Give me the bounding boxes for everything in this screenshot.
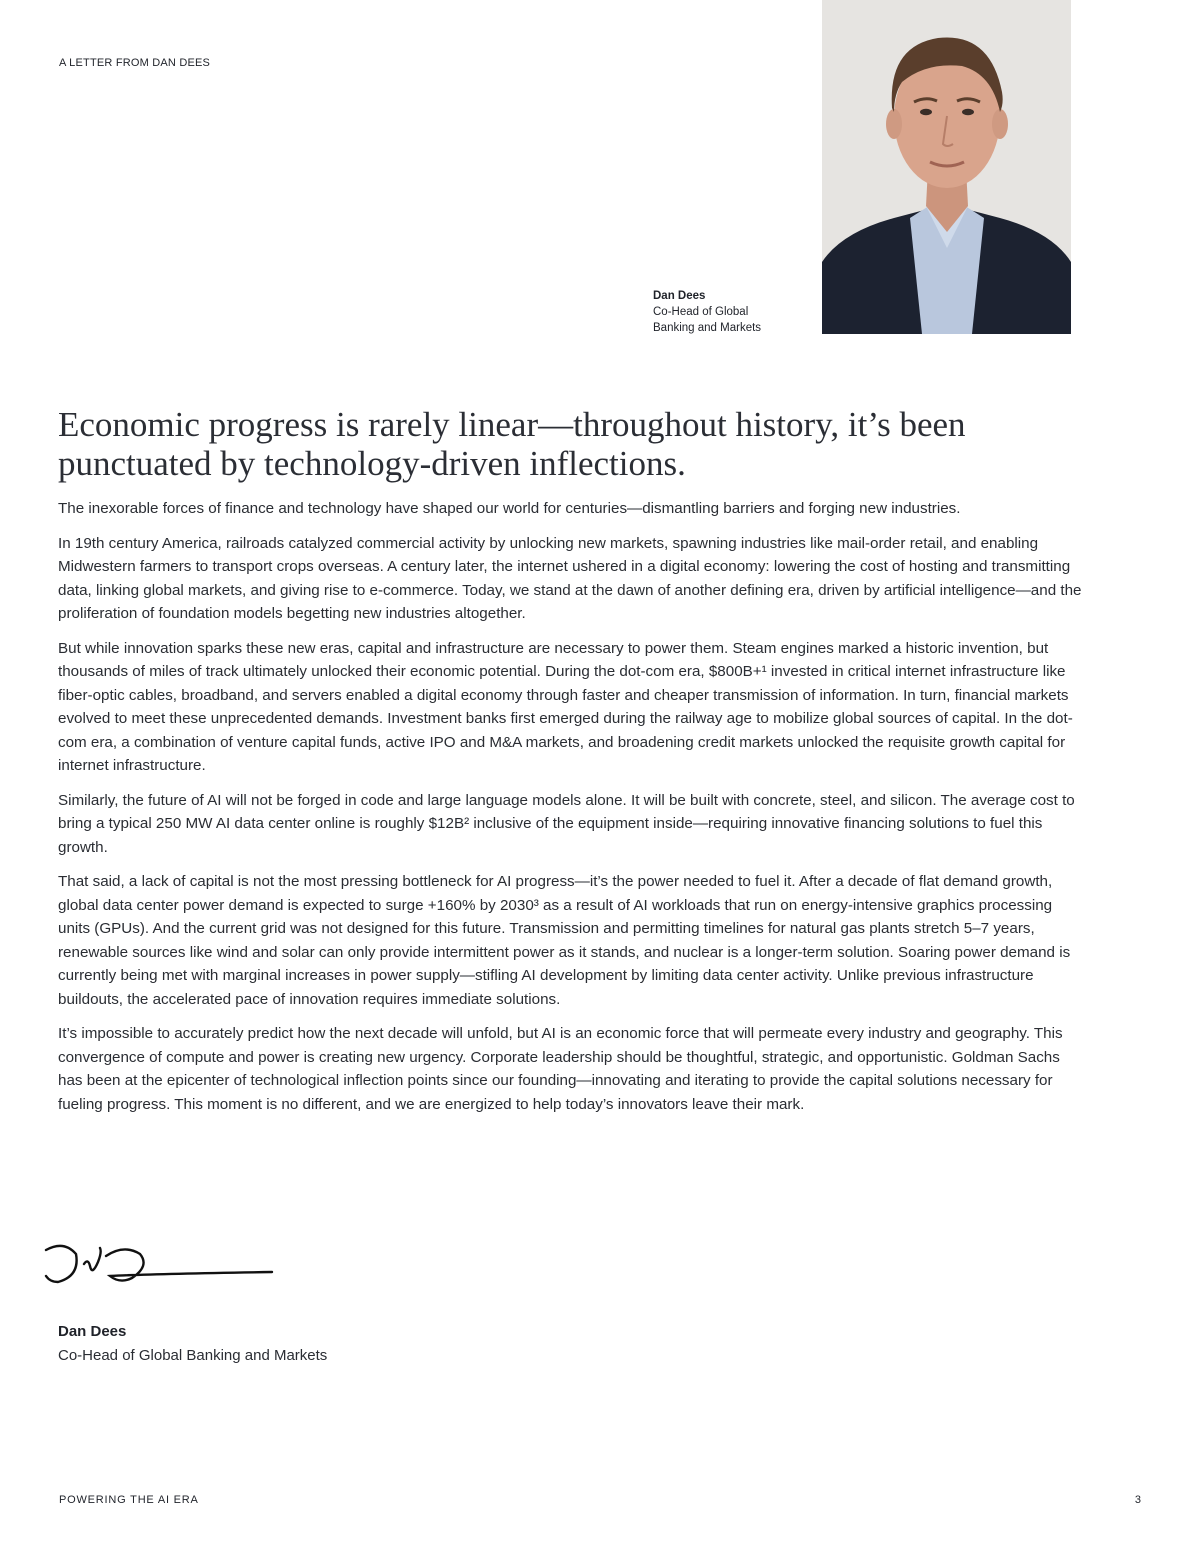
letter-kicker: A LETTER FROM DAN DEES	[59, 57, 211, 69]
author-portrait	[822, 0, 1071, 334]
paragraph: The inexorable forces of finance and technology have shaped our world for centuries—dismantling barriers and forging new industries.	[58, 500, 961, 517]
letter-headline: Economic progress is rarely linear—throughout history, it’s been punctuated by technology-driven inflections.	[58, 405, 966, 483]
paragraph: In 19th century America, railroads catalyzed commercial activity by unlocking new markets, spawning industries like mail-order retail, and enabling Midwestern farmers to transport crops overseas. A century later, the internet ushered in a digital economy: lowering the cost of hosting and transmitting data, linking global markets, and giving rise to e-commerce. Today, we stand at the dawn of another defining era, driven by artificial intelligence—and the proliferation of foundation models begetting new industries altogether.	[58, 534, 1082, 622]
portrait-illustration	[822, 0, 1071, 334]
letter-body	[58, 497, 1088, 1127]
caption-title-line1: Co-Head of Global	[653, 306, 749, 318]
signoff-title: Co-Head of Global Banking and Markets	[58, 1347, 328, 1364]
caption-title-line2: Banking and Markets	[653, 322, 762, 334]
signoff-name: Dan Dees	[58, 1323, 127, 1340]
portrait-caption	[653, 288, 813, 336]
paragraph: Similarly, the future of AI will not be forged in code and large language models alone. It will be built with concrete, steel, and silicon. The average cost to bring a typical 250 MW AI data center online is roughly $12B² inclusive of the equipment inside—requiring innovative financing solutions to fuel this growth.	[58, 791, 1075, 856]
handwritten-signature	[40, 1236, 280, 1296]
paragraph: But while innovation sparks these new eras, capital and infrastructure are necessary to power them. Steam engines marked a historic invention, but thousands of miles of track ultimately unlocked their economic potential. During the dot-com era, $800B+¹ invested in critical internet infrastructure like fiber-optic cables, broadband, and servers enabled a digital economy through faster and cheaper transmission of information. In turn, financial markets evolved to meet these unprecedented demands. Investment banks first emerged during the railway age to mobilize global sources of capital. In the dot-com era, a combination of venture capital funds, active IPO and M&A markets, and broadening credit markets unlocked the requisite growth capital for internet infrastructure.	[58, 639, 1073, 774]
page-number: 3	[1134, 1494, 1141, 1506]
footer-publication-title: POWERING THE AI ERA	[59, 1494, 199, 1506]
caption-name: Dan Dees	[653, 290, 706, 302]
paragraph: It’s impossible to accurately predict how the next decade will unfold, but AI is an economic force that will permeate every industry and geography. This convergence of compute and power is creating new urgency. Corporate leadership should be thoughtful, strategic, and opportunistic. Goldman Sachs has been at the epicenter of technological inflection points since our founding—innovating and iterating to provide the capital solutions necessary for fueling progress. This moment is no different, and we are energized to help today’s innovators leave their mark.	[58, 1025, 1063, 1113]
paragraph: That said, a lack of capital is not the most pressing bottleneck for AI progress—it’s the power needed to fuel it. After a decade of flat demand growth, global data center power demand is expected to surge +160% by 2030³ as a result of AI workloads that run on energy-intensive graphics processing units (GPUs). And the current grid was not designed for this future. Transmission and permitting timelines for natural gas plants stretch 5–7 years, renewable sources like wind and solar can only provide intermittent power as it stands, and nuclear is a longer-term solution. Soaring power demand is currently being met with marginal increases in power supply—stifling AI development by limiting data center activity. Unlike previous infrastructure buildouts, the accelerated pace of innovation requires immediate solutions.	[58, 873, 1071, 1008]
